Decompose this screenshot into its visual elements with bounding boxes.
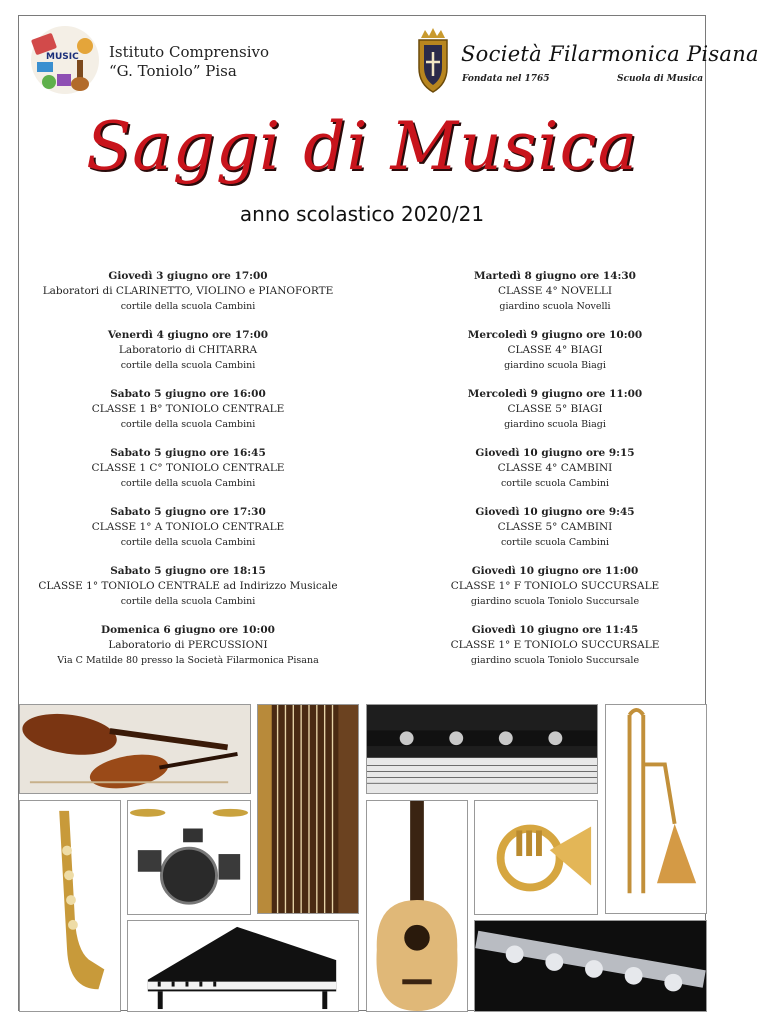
society-school: Scuola di Musica xyxy=(617,74,704,84)
event-date: Venerdì 4 giugno ore 17:00 xyxy=(107,329,269,341)
school-name xyxy=(109,43,269,81)
event-title: CLASSE 1° F TONIOLO SUCCURSALE xyxy=(450,580,660,592)
harp-photo xyxy=(257,704,359,914)
event-date: Mercoledì 9 giugno ore 10:00 xyxy=(467,329,643,341)
event-location: cortile della scuola Cambini xyxy=(120,360,256,371)
event-date: Mercoledì 9 giugno ore 11:00 xyxy=(467,388,643,400)
event-title: Laboratori di CLARINETTO, VIOLINO e PIANOFORTE xyxy=(42,285,334,297)
guitar-photo xyxy=(366,800,468,1012)
event-item xyxy=(19,505,357,564)
event-location: cortile della scuola Cambini xyxy=(120,478,256,489)
clarinet-photo xyxy=(366,704,598,794)
school-name-line2: “G. Toniolo” Pisa xyxy=(109,62,237,80)
event-location: giardino scuola Toniolo Succursale xyxy=(470,596,640,607)
event-item xyxy=(415,564,695,623)
saxophone-photo xyxy=(19,800,121,1012)
event-location: cortile della scuola Cambini xyxy=(120,596,256,607)
event-item xyxy=(19,269,357,328)
event-date: Sabato 5 giugno ore 18:15 xyxy=(110,565,266,577)
society-founded: Fondata nel 1765 xyxy=(462,74,550,84)
event-title: CLASSE 5° CAMBINI xyxy=(497,521,613,533)
grand-piano-photo xyxy=(127,920,359,1012)
event-title: CLASSE 1 C° TONIOLO CENTRALE xyxy=(91,462,285,474)
flute-photo xyxy=(474,920,707,1012)
event-location: Via C Matilde 80 presso la Società Filarmonica Pisana xyxy=(57,655,319,666)
violins-photo xyxy=(19,704,251,794)
event-date: Sabato 5 giugno ore 17:30 xyxy=(110,506,266,518)
event-item xyxy=(19,623,357,682)
event-title: CLASSE 4° NOVELLI xyxy=(497,285,612,297)
event-location: cortile della scuola Cambini xyxy=(120,419,256,430)
society-name: Società Filarmonica Pisana xyxy=(461,42,759,66)
event-title: CLASSE 1° A TONIOLO CENTRALE xyxy=(91,521,285,533)
event-location: giardino scuola Novelli xyxy=(499,301,611,312)
event-item xyxy=(415,328,695,387)
event-title: Laboratorio di PERCUSSIONI xyxy=(108,639,268,651)
event-item xyxy=(415,446,695,505)
event-item xyxy=(415,387,695,446)
events-right-column xyxy=(415,269,695,682)
svg-text:MUSIC: MUSIC xyxy=(46,52,79,62)
event-item xyxy=(415,505,695,564)
event-title: CLASSE 1° TONIOLO CENTRALE ad Indirizzo Musicale xyxy=(38,580,338,592)
pocket-trumpet-photo xyxy=(474,800,598,915)
poster-title: Saggi di Musica xyxy=(86,108,638,185)
poster-subtitle: anno scolastico 2020/21 xyxy=(239,202,485,226)
event-item xyxy=(19,446,357,505)
event-location: cortile scuola Cambini xyxy=(500,478,610,489)
event-item xyxy=(19,328,357,387)
event-date: Sabato 5 giugno ore 16:00 xyxy=(110,388,266,400)
event-title: CLASSE 1° E TONIOLO SUCCURSALE xyxy=(450,639,660,651)
event-title: CLASSE 4° BIAGI xyxy=(507,344,603,356)
events-left-column xyxy=(19,269,357,682)
event-location: cortile della scuola Cambini xyxy=(120,537,256,548)
event-date: Domenica 6 giugno ore 10:00 xyxy=(101,624,275,636)
event-date: Giovedì 3 giugno ore 17:00 xyxy=(108,270,268,282)
event-location: giardino scuola Toniolo Succursale xyxy=(470,655,640,666)
event-location: cortile della scuola Cambini xyxy=(120,301,256,312)
event-item xyxy=(19,387,357,446)
event-item xyxy=(415,623,695,682)
event-item xyxy=(415,269,695,328)
society-crest-logo xyxy=(415,28,451,94)
event-title: CLASSE 4° CAMBINI xyxy=(497,462,613,474)
event-date: Sabato 5 giugno ore 16:45 xyxy=(110,447,266,459)
event-date: Giovedì 10 giugno ore 9:15 xyxy=(475,447,635,459)
event-date: Giovedì 10 giugno ore 11:45 xyxy=(471,624,639,636)
trombone-photo xyxy=(605,704,707,914)
drum-kit-photo xyxy=(127,800,251,915)
event-date: Giovedì 10 giugno ore 11:00 xyxy=(471,565,639,577)
event-title: Laboratorio di CHITARRA xyxy=(118,344,258,356)
event-date: Martedì 8 giugno ore 14:30 xyxy=(473,270,636,282)
event-location: giardino scuola Biagi xyxy=(504,360,606,371)
event-location: giardino scuola Biagi xyxy=(504,419,606,430)
event-date: Giovedì 10 giugno ore 9:45 xyxy=(475,506,635,518)
event-item xyxy=(19,564,357,623)
event-title: CLASSE 5° BIAGI xyxy=(507,403,603,415)
event-location: cortile scuola Cambini xyxy=(500,537,610,548)
poster xyxy=(18,15,759,1011)
school-name-line1: Istituto Comprensivo xyxy=(109,43,270,61)
school-music-logo xyxy=(27,22,103,96)
event-title: CLASSE 1 B° TONIOLO CENTRALE xyxy=(91,403,285,415)
